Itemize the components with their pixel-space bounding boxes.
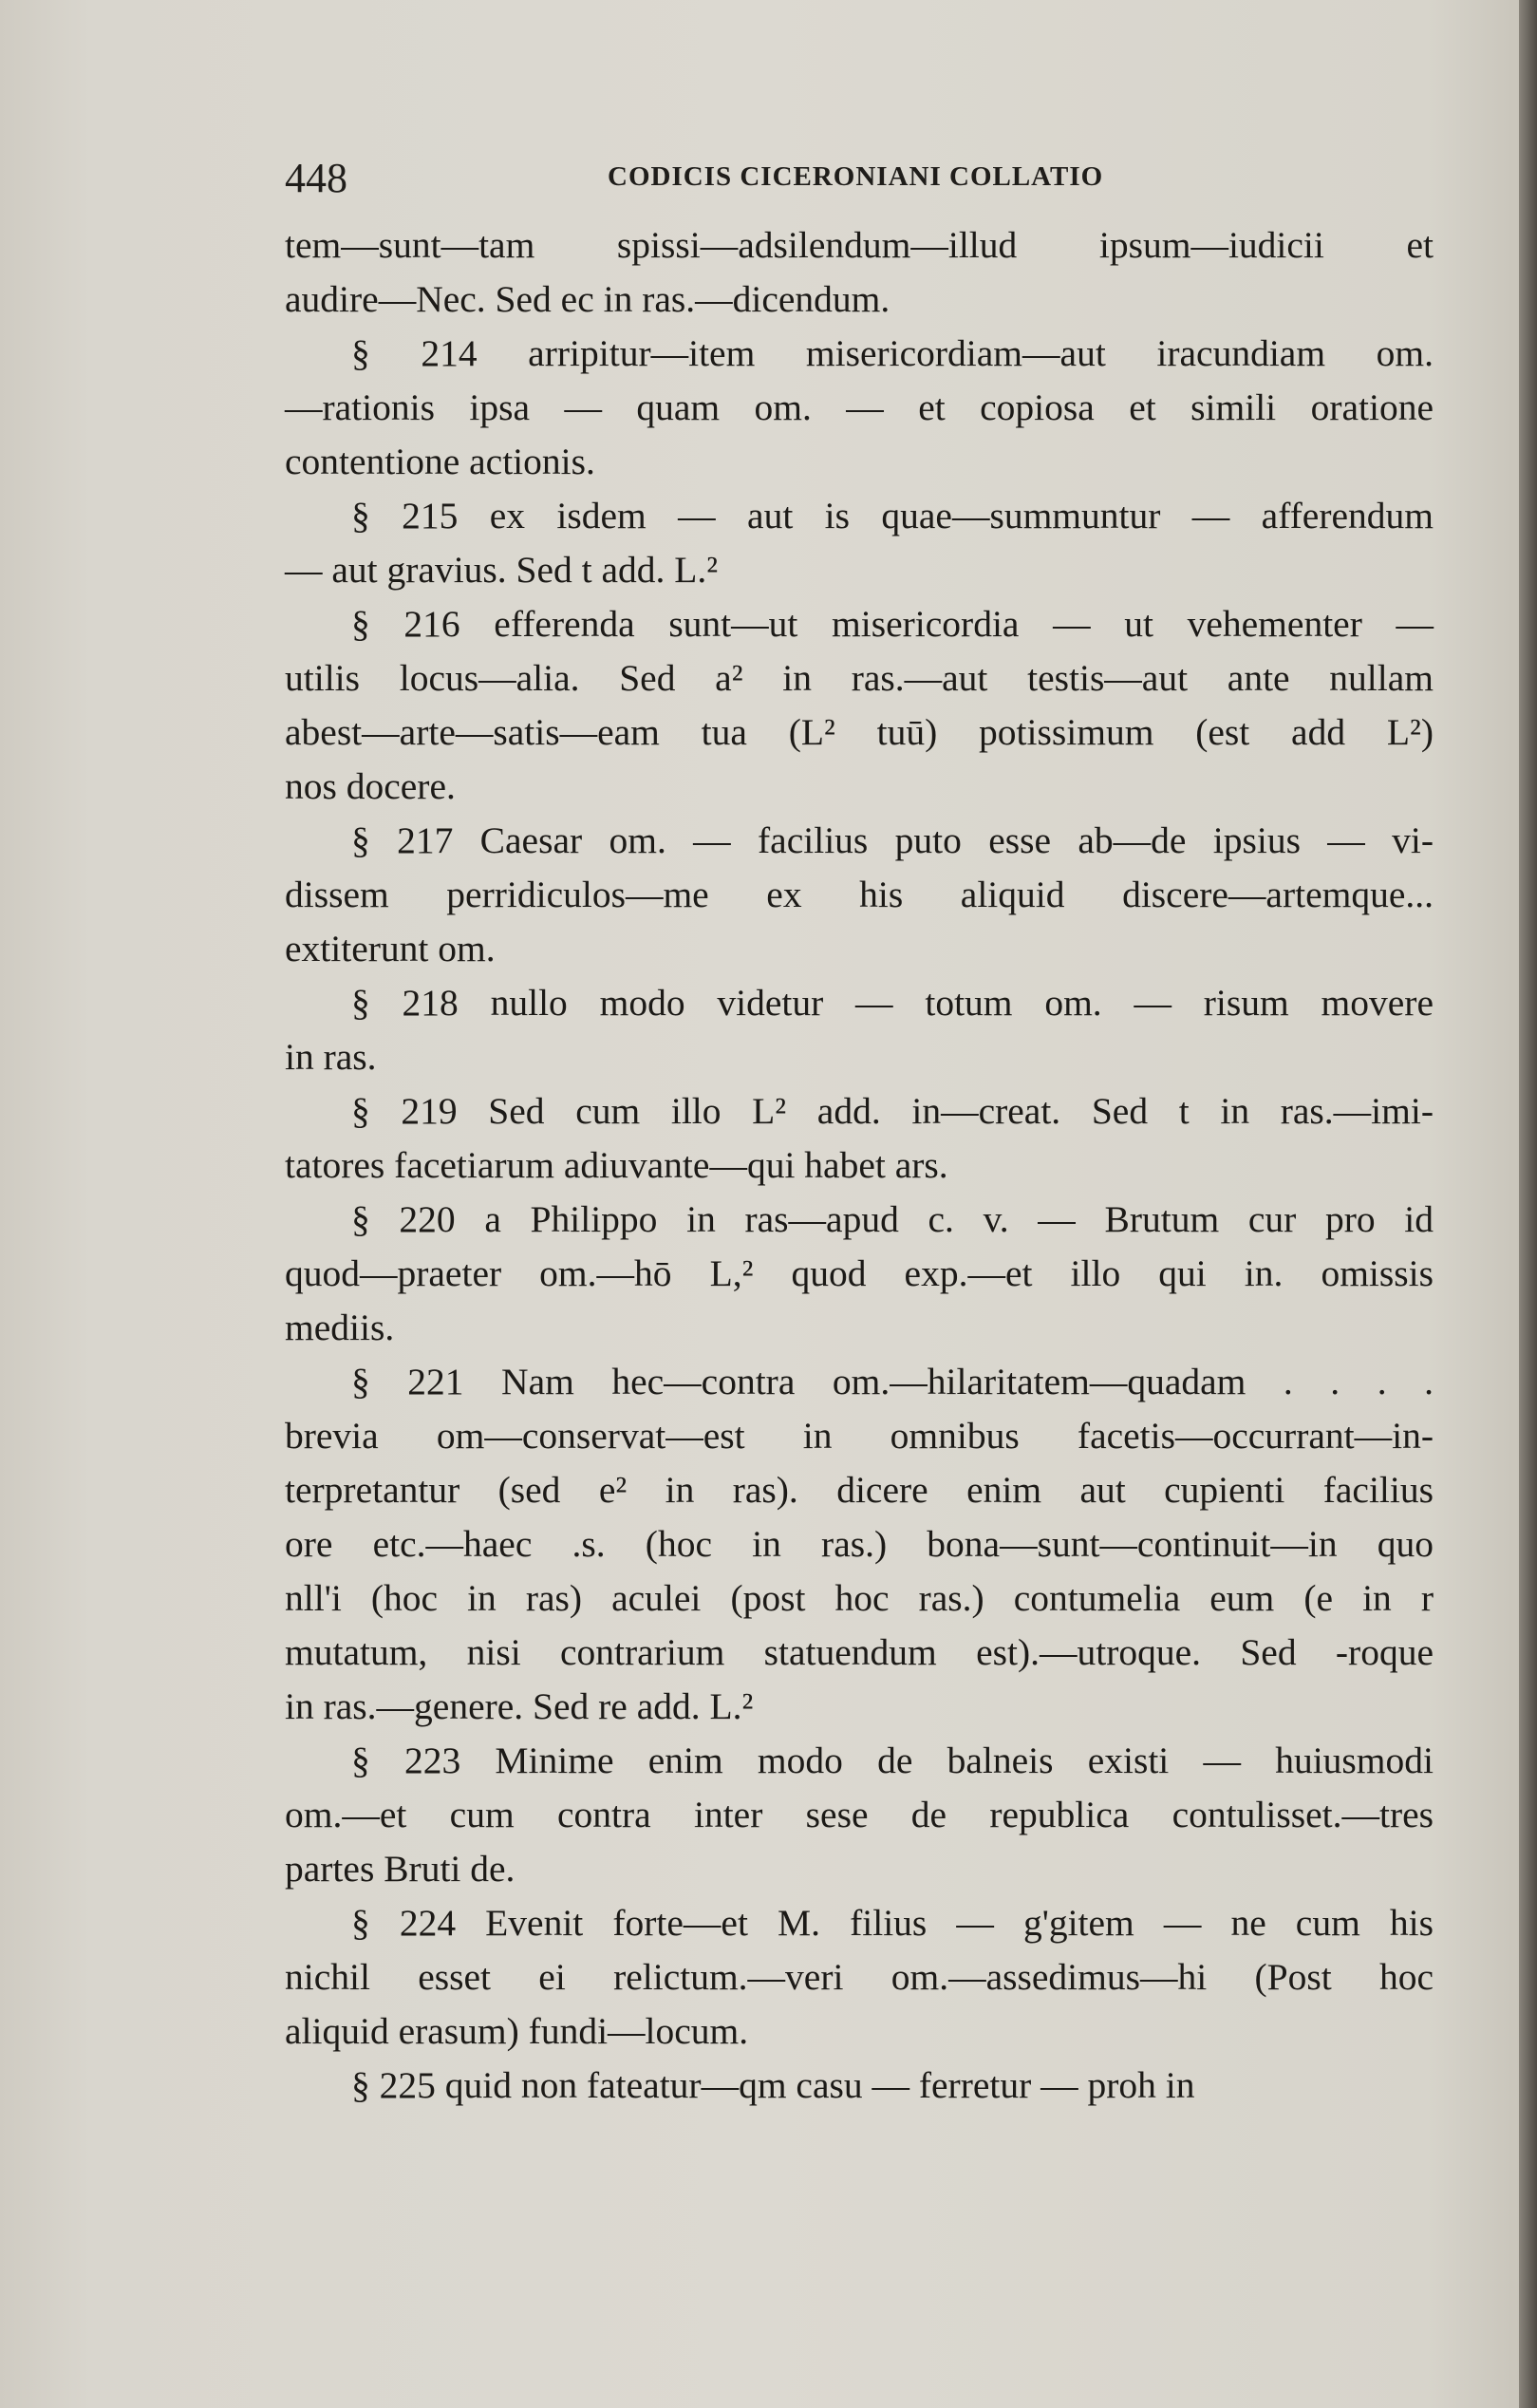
- text-line: nichil esset ei relictum.—veri om.—assedimus—hi (Post hoc: [285, 1956, 1434, 1998]
- text-line: § 221 Nam hec—contra om.—hilaritatem—quadam . . . .: [351, 1361, 1434, 1402]
- text-line: aliquid erasum) fundi—locum.: [285, 2010, 749, 2052]
- text-line: § 215 ex isdem — aut is quae—summuntur — afferendum: [351, 495, 1434, 536]
- text-line: —rationis ipsa — quam om. — et copiosa et simili oratione: [285, 386, 1434, 428]
- text-line: tem—sunt—tam spissi—adsilendum—illud ipsum—iudicii et: [285, 224, 1434, 266]
- text-line: nos docere.: [285, 765, 456, 807]
- text-line: extiterunt om.: [285, 928, 496, 969]
- page-edge-shadow: [1519, 0, 1537, 2408]
- text-line: quod—praeter om.—hō L,² quod exp.—et illo qui in. omissis: [285, 1252, 1434, 1294]
- text-line: — aut gravius. Sed t add. L.²: [285, 549, 719, 591]
- text-line: nll'i (hoc in ras) aculei (post hoc ras.) contumelia eum (e in r: [285, 1577, 1434, 1619]
- text-line: tatores facetiarum adiuvante—qui habet ars.: [285, 1144, 948, 1186]
- text-line: abest—arte—satis—eam tua (L² tuū) potissimum (est add L²): [285, 711, 1434, 753]
- text-line: in ras.: [285, 1036, 377, 1078]
- text-line: § 220 a Philippo in ras—apud c. v. — Brutum cur pro id: [351, 1198, 1434, 1240]
- text-line: § 217 Caesar om. — facilius puto esse ab—de ipsius — vi-: [351, 819, 1434, 861]
- text-line: utilis locus—alia. Sed a² in ras.—aut testis—aut ante nullam: [285, 657, 1434, 699]
- text-line: § 224 Evenit forte—et M. filius — g'gitem — ne cum his: [351, 1902, 1434, 1944]
- text-line: § 218 nullo modo videtur — totum om. — risum movere: [351, 982, 1434, 1024]
- page-header: [285, 154, 1424, 211]
- text-line: § 214 arripitur—item misericordiam—aut iracundiam om.: [351, 332, 1434, 374]
- text-line: om.—et cum contra inter sese de republica contulisset.—tres: [285, 1794, 1434, 1835]
- text-line: terpretantur (sed e² in ras). dicere enim aut cupienti facilius: [285, 1469, 1434, 1511]
- text-line: § 216 efferenda sunt—ut misericordia — ut vehementer —: [351, 603, 1434, 645]
- text-line: brevia om—conservat—est in omnibus facetis—occurrant—in-: [285, 1415, 1434, 1457]
- text-line: audire—Nec. Sed ec in ras.—dicendum.: [285, 278, 890, 320]
- text-line: contentione actionis.: [285, 441, 595, 482]
- text-line: § 219 Sed cum illo L² add. in—creat. Sed t in ras.—imi-: [351, 1090, 1434, 1132]
- text-line: § 225 quid non fateatur—qm casu — ferretur — proh in: [351, 2064, 1195, 2106]
- text-line: mediis.: [285, 1307, 395, 1348]
- collation-text: [285, 218, 1434, 2113]
- text-line: dissem perridiculos—me ex his aliquid discere—artemque...: [285, 874, 1434, 915]
- page-number: 448: [285, 155, 347, 201]
- text-line: § 223 Minime enim modo de balneis existi — huiusmodi: [351, 1740, 1434, 1781]
- text-line: mutatum, nisi contrarium statuendum est).—utroque. Sed -roque: [285, 1631, 1434, 1673]
- text-line: ore etc.—haec .s. (hoc in ras.) bona—sunt—continuit—in quo: [285, 1523, 1434, 1565]
- text-line: partes Bruti de.: [285, 1848, 515, 1890]
- text-line: in ras.—genere. Sed re add. L.²: [285, 1685, 754, 1727]
- running-head: CODICIS CICERONIANI COLLATIO: [608, 161, 1104, 192]
